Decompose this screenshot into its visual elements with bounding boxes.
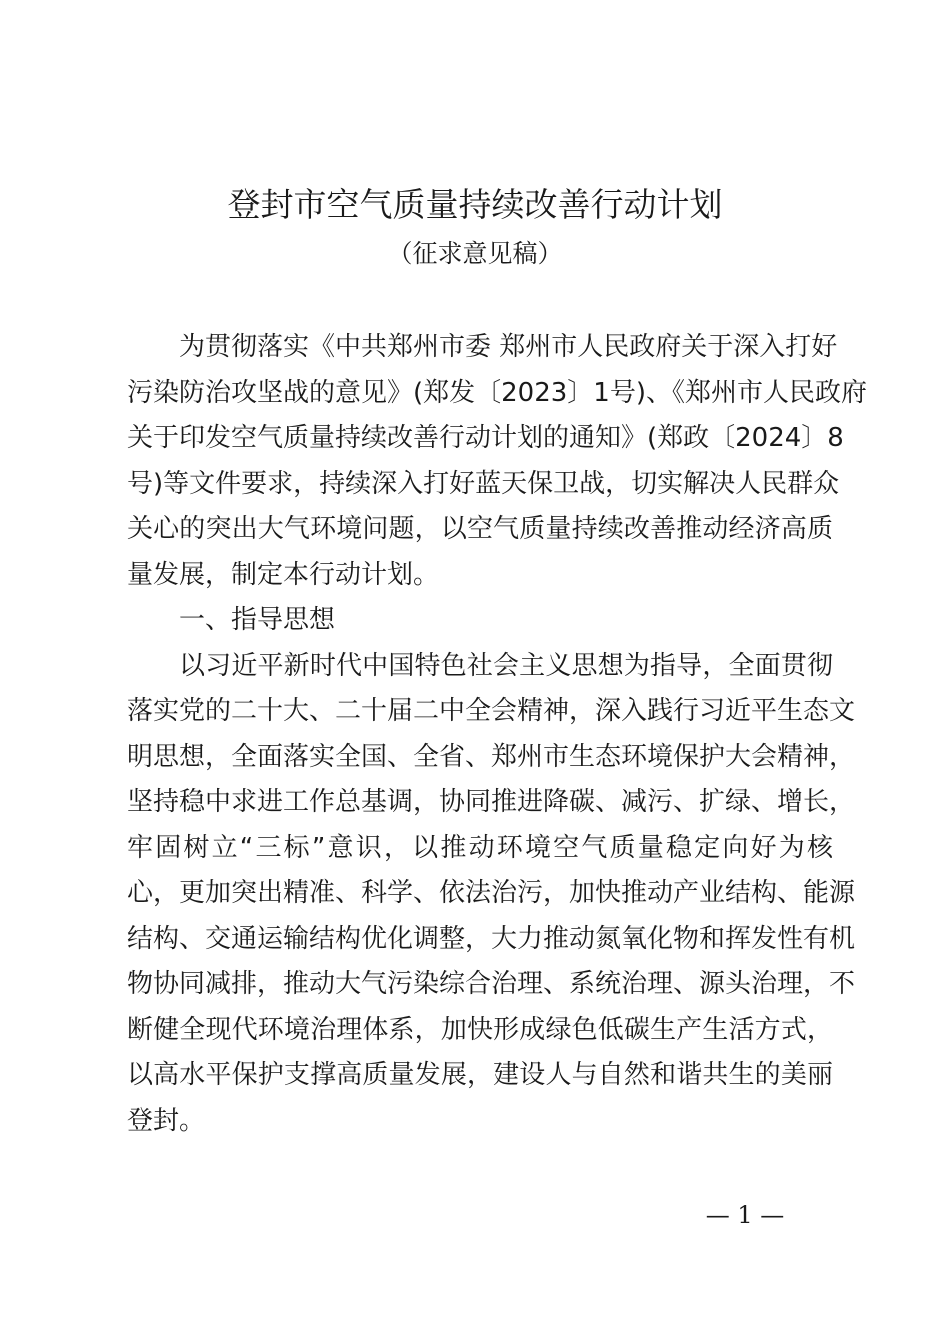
document-body <box>127 325 867 1144</box>
section-line: 坚持稳中求进工作总基调，协同推进降碳、减污、扩绿、增长， <box>127 787 856 817</box>
section-line: 牢固树立“三标”意识，以推动环境空气质量稳定向好为核 <box>127 832 833 863</box>
intro-line: 号)等文件要求，持续深入打好蓝天保卫战，切实解决人民群众 <box>127 468 840 499</box>
section-line: 断健全现代环境治理体系，加快形成绿色低碳生产生活方式， <box>127 1014 833 1045</box>
document-subtitle: （征求意见稿） <box>387 239 563 268</box>
intro-line: 量发展，制定本行动计划。 <box>127 559 440 590</box>
section-line: 以高水平保护支撑高质量发展，建设人与自然和谐共生的美丽 <box>127 1060 833 1090</box>
section-line: 物协同减排，推动大气污染综合治理、系统治理、源头治理，不 <box>127 969 856 999</box>
intro-line: 关心的突出大气环境问题，以空气质量持续改善推动经济高质 <box>127 514 833 544</box>
section-line: 落实党的二十大、二十届二中全会精神，深入践行习近平生态文 <box>127 696 856 726</box>
section-line: 明思想，全面落实全国、全省、郑州市生态环境保护大会精神， <box>127 741 856 772</box>
page-number: — 1 — <box>705 1201 785 1229</box>
intro-line: 关于印发空气质量持续改善行动计划的通知》(郑政〔2024〕8 <box>127 423 844 453</box>
section-line: 结构、交通运输结构优化调整，大力推动氮氧化物和挥发性有机 <box>127 923 856 954</box>
intro-line: 污染防治攻坚战的意见》(郑发〔2023〕1号)、《郑州市人民政府 <box>127 377 867 408</box>
section-line: 登封。 <box>127 1105 206 1136</box>
intro-line: 为贯彻落实《中共郑州市委 郑州市人民政府关于深入打好 <box>179 332 838 362</box>
section-line: 以习近平新时代中国特色社会主义思想为指导，全面贯彻 <box>179 650 833 681</box>
section-heading: 一、指导思想 <box>179 605 336 635</box>
document-title: 登封市空气质量持续改善行动计划 <box>227 185 723 224</box>
section-line: 心，更加突出精准、科学、依法治污，加快推动产业结构、能源 <box>127 878 856 908</box>
